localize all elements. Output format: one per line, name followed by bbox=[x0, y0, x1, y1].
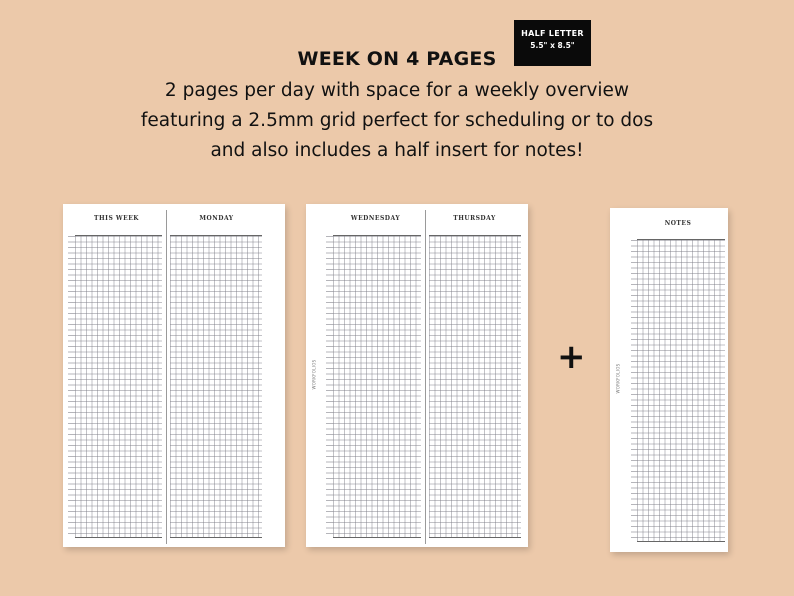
column-divider bbox=[425, 210, 426, 544]
column-title-monday: MONDAY bbox=[199, 215, 234, 222]
subtitle-line-1: 2 pages per day with space for a weekly overview bbox=[164, 80, 630, 101]
grid-monday bbox=[170, 235, 262, 538]
margin-ticks bbox=[326, 236, 333, 537]
column-title-this-week: THIS WEEK bbox=[94, 215, 139, 222]
column-divider bbox=[166, 210, 167, 544]
notes-insert-page bbox=[610, 208, 728, 552]
side-brand-label: WORKFOLIOS bbox=[615, 363, 621, 394]
size-badge-dimensions: 5.5" x 8.5" bbox=[530, 41, 575, 50]
side-brand-label: WORKFOLIOS bbox=[311, 359, 317, 390]
column-title-thursday: THURSDAY bbox=[453, 215, 496, 222]
plus-sign: + bbox=[557, 337, 586, 377]
size-badge-name: HALF LETTER bbox=[521, 29, 584, 38]
planner-page-this-week-monday bbox=[63, 204, 285, 547]
grid-notes bbox=[637, 239, 725, 542]
headline-title: WEEK ON 4 PAGES bbox=[297, 48, 497, 70]
column-title-notes: NOTES bbox=[664, 220, 692, 227]
grid-thursday bbox=[429, 235, 521, 538]
grid-this-week bbox=[75, 235, 162, 538]
subtitle-line-2: featuring a 2.5mm grid perfect for scheduling or to dos bbox=[140, 110, 654, 131]
size-badge bbox=[514, 20, 591, 66]
subtitle-line-3: and also includes a half insert for notes! bbox=[210, 140, 584, 161]
column-title-wednesday: WEDNESDAY bbox=[350, 215, 401, 222]
planner-page-wednesday-thursday bbox=[306, 204, 528, 547]
grid-wednesday bbox=[333, 235, 421, 538]
margin-ticks bbox=[68, 236, 75, 537]
